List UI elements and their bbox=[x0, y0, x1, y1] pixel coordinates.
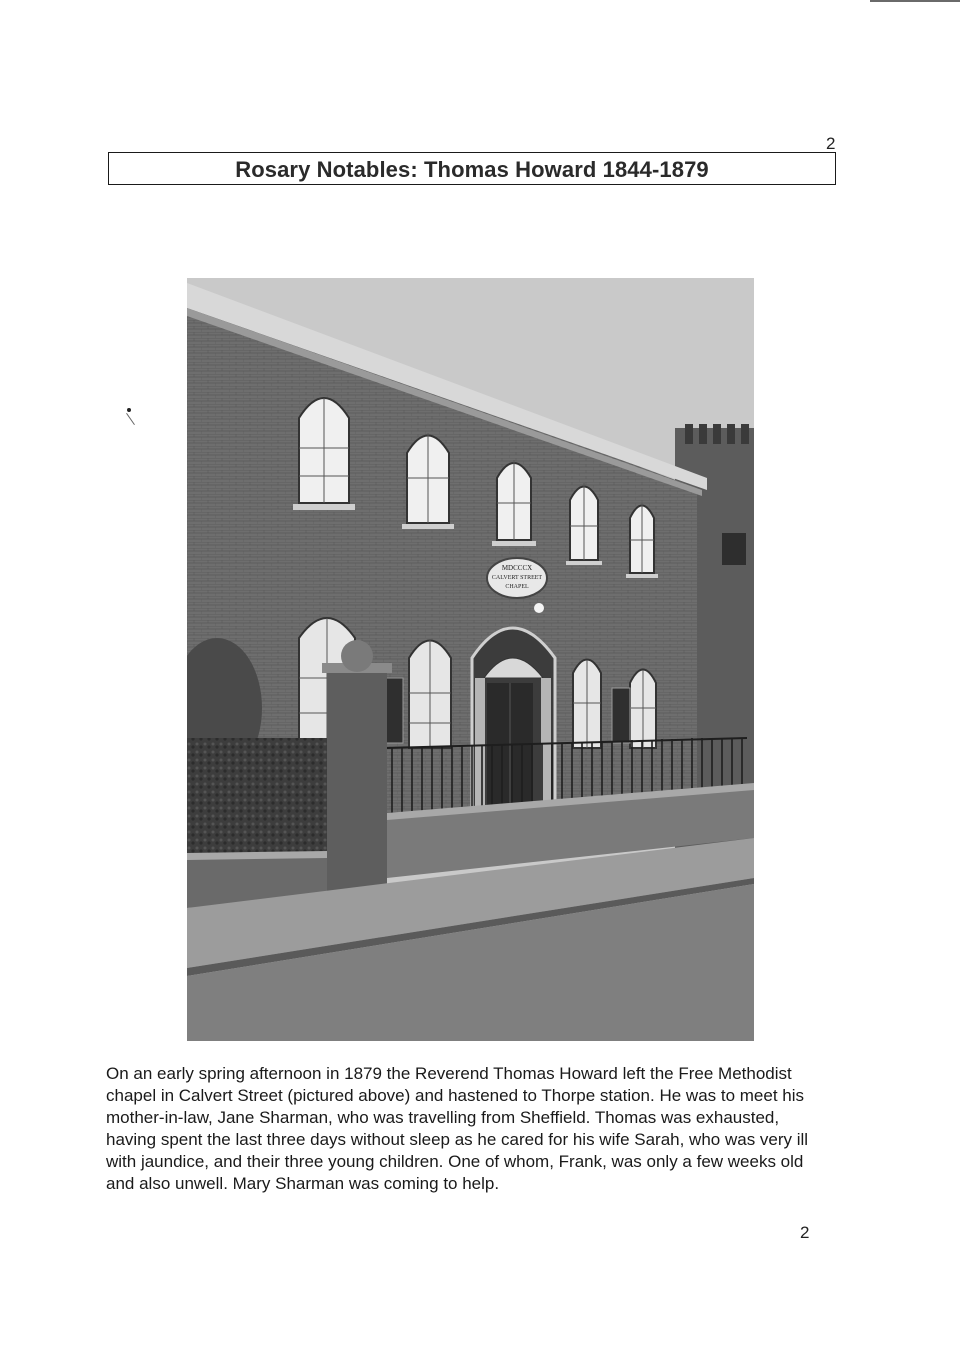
plaque-line-2: CALVERT STREET bbox=[491, 575, 543, 581]
title-box bbox=[108, 152, 836, 185]
chapel-photograph bbox=[187, 278, 754, 1041]
scan-speck bbox=[127, 408, 131, 412]
plaque-line-3: CHAPEL bbox=[505, 584, 529, 590]
chapel-photo-illustration bbox=[187, 278, 754, 1041]
scan-speck-mark bbox=[126, 413, 135, 425]
body-paragraph: On an early spring afternoon in 1879 the Reverend Thomas Howard left the Free Methodist chapel in Calvert Street (pictured above) and hastened to Thorpe station. He was to meet his mother-in-law, Jane Sharman, who was travelling from Sheffield. Thomas was exhausted, having spent the last three days without sleep as he cared for his wife Sarah, who was very ill with jaundice, and their three young children. One of whom, Frank, was only a few weeks old and also unwell. Mary Sharman was coming to help. bbox=[106, 1064, 809, 1193]
page-title: Rosary Notables: Thomas Howard 1844-1879 bbox=[235, 157, 709, 182]
page-number-top: 2 bbox=[826, 134, 836, 153]
plaque-line-1: MDCCCX bbox=[501, 564, 533, 572]
scan-edge-mark bbox=[870, 0, 960, 2]
page-number-bottom: 2 bbox=[800, 1223, 810, 1242]
